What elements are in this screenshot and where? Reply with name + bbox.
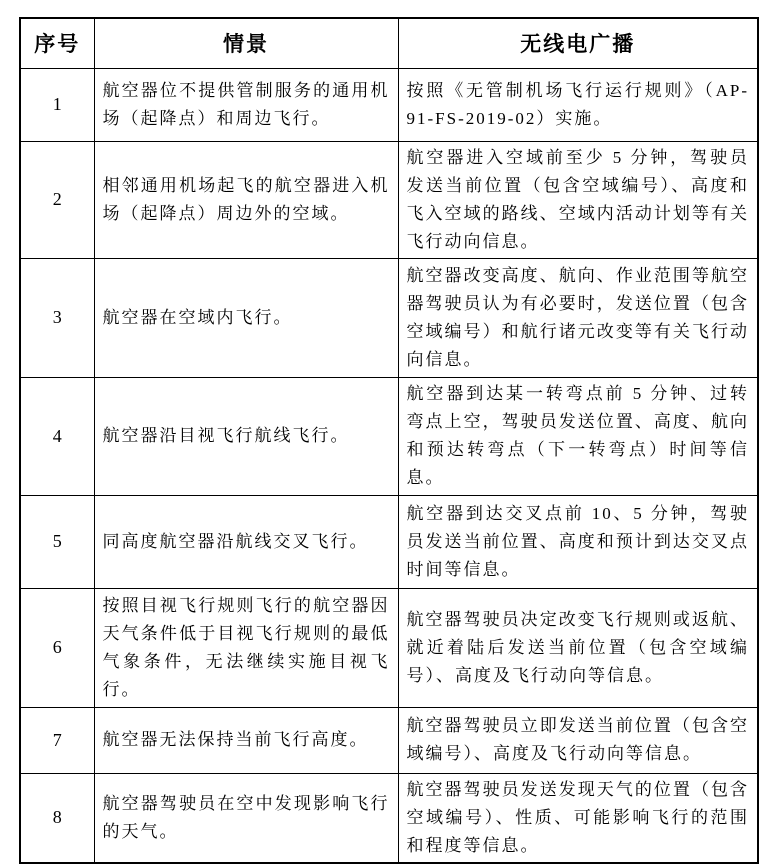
scenario-cell: 航空器位不提供管制服务的通用机场（起降点）和周边飞行。 <box>94 68 398 141</box>
row-number: 6 <box>20 588 94 707</box>
broadcast-cell: 航空器驾驶员决定改变飞行规则或返航、就近着陆后发送当前位置（包含空域编号）、高度及飞行动向等信息。 <box>398 588 758 707</box>
header-scenario: 情景 <box>94 18 398 68</box>
table-row <box>20 68 758 141</box>
row-number: 2 <box>20 141 94 258</box>
scenario-cell: 航空器驾驶员在空中发现影响飞行的天气。 <box>94 773 398 863</box>
table-row <box>20 141 758 258</box>
broadcast-cell: 航空器驾驶员发送发现天气的位置（包含空域编号）、性质、可能影响飞行的范围和程度等信息。 <box>398 773 758 863</box>
table-row <box>20 495 758 588</box>
row-number: 3 <box>20 258 94 377</box>
row-number: 7 <box>20 707 94 773</box>
scenario-cell: 航空器沿目视飞行航线飞行。 <box>94 377 398 495</box>
radio-broadcast-table <box>19 17 759 864</box>
scenario-cell: 航空器无法保持当前飞行高度。 <box>94 707 398 773</box>
broadcast-cell: 航空器进入空域前至少 5 分钟，驾驶员发送当前位置（包含空域编号）、高度和飞入空域的路线、空域内活动计划等有关飞行动向信息。 <box>398 141 758 258</box>
row-number: 4 <box>20 377 94 495</box>
table-row <box>20 377 758 495</box>
scenario-cell: 同高度航空器沿航线交叉飞行。 <box>94 495 398 588</box>
row-number: 5 <box>20 495 94 588</box>
header-radio-broadcast: 无线电广播 <box>398 18 758 68</box>
broadcast-cell: 航空器到达交叉点前 10、5 分钟，驾驶员发送当前位置、高度和预计到达交叉点时间等信息。 <box>398 495 758 588</box>
table-row <box>20 588 758 707</box>
row-number: 1 <box>20 68 94 141</box>
scenario-cell: 航空器在空域内飞行。 <box>94 258 398 377</box>
broadcast-cell: 按照《无管制机场飞行运行规则》（AP-91-FS-2019-02）实施。 <box>398 68 758 141</box>
table-row <box>20 258 758 377</box>
broadcast-cell: 航空器到达某一转弯点前 5 分钟、过转弯点上空，驾驶员发送位置、高度、航向和预达转弯点（下一转弯点）时间等信息。 <box>398 377 758 495</box>
scenario-cell: 相邻通用机场起飞的航空器进入机场（起降点）周边外的空域。 <box>94 141 398 258</box>
header-seq-number: 序号 <box>20 18 94 68</box>
broadcast-cell: 航空器驾驶员立即发送当前位置（包含空域编号）、高度及飞行动向等信息。 <box>398 707 758 773</box>
broadcast-cell: 航空器改变高度、航向、作业范围等航空器驾驶员认为有必要时，发送位置（包含空域编号）和航行诸元改变等有关飞行动向信息。 <box>398 258 758 377</box>
scenario-cell: 按照目视飞行规则飞行的航空器因天气条件低于目视飞行规则的最低气象条件，无法继续实施目视飞行。 <box>94 588 398 707</box>
table-header-row <box>20 18 758 68</box>
table-row <box>20 773 758 863</box>
row-number: 8 <box>20 773 94 863</box>
table-row <box>20 707 758 773</box>
